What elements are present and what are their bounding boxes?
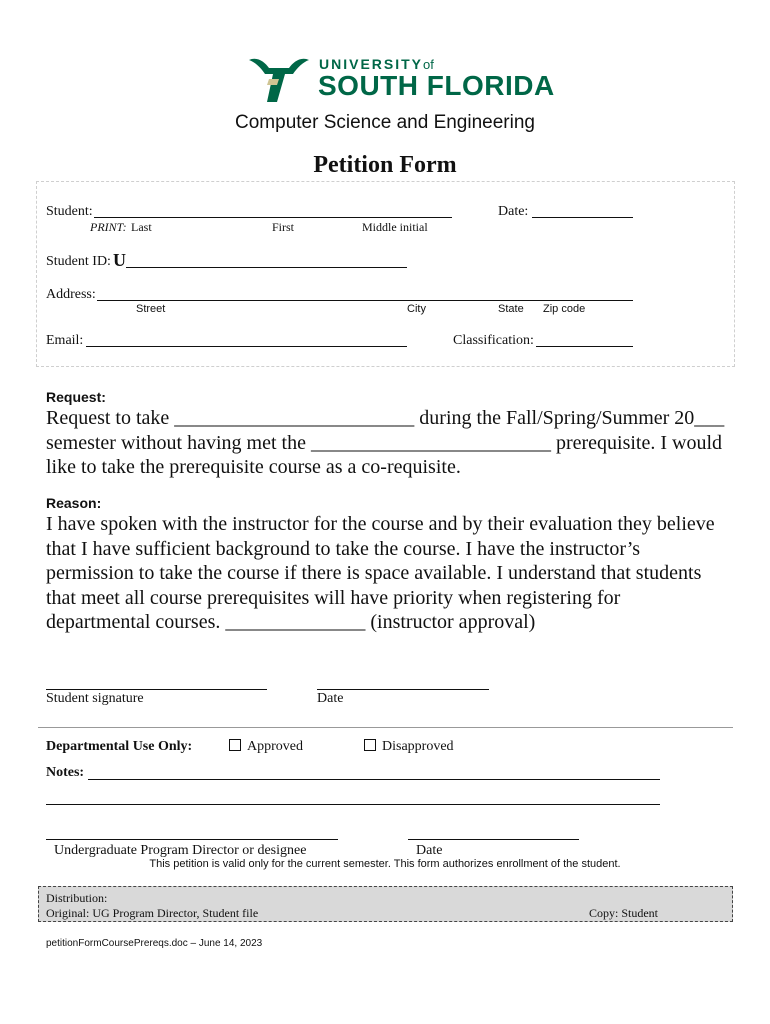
disapproved-option[interactable]: [364, 739, 454, 755]
director-signature-label: Undergraduate Program Director or designee: [54, 843, 307, 858]
reason-label: Reason:: [46, 495, 102, 511]
student-label: Student:: [46, 204, 93, 219]
departmental-divider: [38, 727, 733, 728]
reason-text: [46, 512, 751, 635]
disapproved-label: Disapproved: [382, 739, 454, 754]
classification-field[interactable]: [536, 346, 633, 347]
email-label: Email:: [46, 333, 84, 348]
reason-line-2: that I have sufficient background to take the course. I have the instructor’s: [46, 537, 641, 560]
student-signature-label: Student signature: [46, 691, 144, 706]
logo-university-word: UNIVERSITY: [319, 56, 424, 72]
page-title: Petition Form: [313, 152, 457, 178]
city-hint: City: [407, 303, 426, 315]
approved-label: Approved: [247, 739, 303, 754]
signature-date-field[interactable]: [317, 689, 489, 690]
email-field[interactable]: [86, 346, 407, 347]
request-label: Request:: [46, 389, 106, 405]
reason-line-1: I have spoken with the instructor for the course and by their evaluation they believe: [46, 513, 715, 535]
student-name-field[interactable]: [94, 217, 452, 218]
request-line-3: like to take the prerequisite course as a co-requisite.: [46, 456, 461, 478]
student-id-field[interactable]: [126, 267, 407, 268]
disapproved-checkbox[interactable]: [364, 739, 376, 751]
distribution-copy: Copy: Student: [589, 906, 659, 920]
usf-bull-logo-icon: [247, 52, 311, 106]
reason-line-5: departmental courses. ______________ (instructor approval): [46, 611, 536, 633]
address-label: Address:: [46, 287, 96, 302]
middle-initial-hint: Middle initial: [362, 220, 428, 234]
student-id-prefix: U: [113, 250, 126, 270]
department-name: Computer Science and Engineering: [235, 112, 535, 133]
reason-line-4: that meet all course prerequisites will have priority when registering for: [46, 586, 621, 609]
zip-hint: Zip code: [543, 303, 586, 315]
request-line-1: Request to take ________________________ during the Fall/Spring/Summer 20___: [46, 407, 725, 429]
student-id-label: Student ID:: [46, 254, 111, 269]
print-hint: PRINT:: [90, 220, 127, 234]
notes-field-line-1[interactable]: [88, 779, 660, 780]
date-label: Date:: [498, 204, 529, 219]
street-hint: Street: [136, 303, 166, 315]
reason-line-3: permission to take the course if there is space available. I understand that students: [46, 562, 702, 584]
request-text: [46, 406, 746, 480]
departmental-use-label: Departmental Use Only:: [46, 739, 193, 754]
approved-option[interactable]: [229, 739, 303, 755]
notes-field-line-2[interactable]: [46, 804, 660, 805]
date-field[interactable]: [532, 217, 633, 218]
approved-checkbox[interactable]: [229, 739, 241, 751]
first-name-hint: First: [272, 220, 295, 234]
director-date-field[interactable]: [408, 839, 579, 840]
student-info-box: [36, 181, 735, 367]
signature-date-label: Date: [317, 691, 344, 706]
address-field[interactable]: [97, 300, 633, 301]
director-date-label: Date: [416, 843, 443, 858]
distribution-original: Original: UG Program Director, Student file: [46, 906, 259, 920]
distribution-title: Distribution:: [46, 891, 108, 905]
logo-of-word: of: [423, 57, 434, 72]
notes-label: Notes:: [46, 765, 85, 780]
last-name-hint: Last: [131, 220, 152, 234]
student-signature-field[interactable]: [46, 689, 267, 690]
classification-label: Classification:: [453, 333, 534, 348]
validity-note: This petition is valid only for the current semester. This form authorizes enrollment of the student.: [149, 858, 621, 870]
request-line-2: semester without having met the ________________________ prerequisite. I would: [46, 431, 723, 454]
footer-filename: petitionFormCoursePrereqs.doc – June 14, 2023: [46, 938, 263, 949]
director-signature-field[interactable]: [46, 839, 338, 840]
state-hint: State: [498, 303, 524, 315]
logo-south-florida-text: SOUTH FLORIDA: [318, 70, 555, 101]
